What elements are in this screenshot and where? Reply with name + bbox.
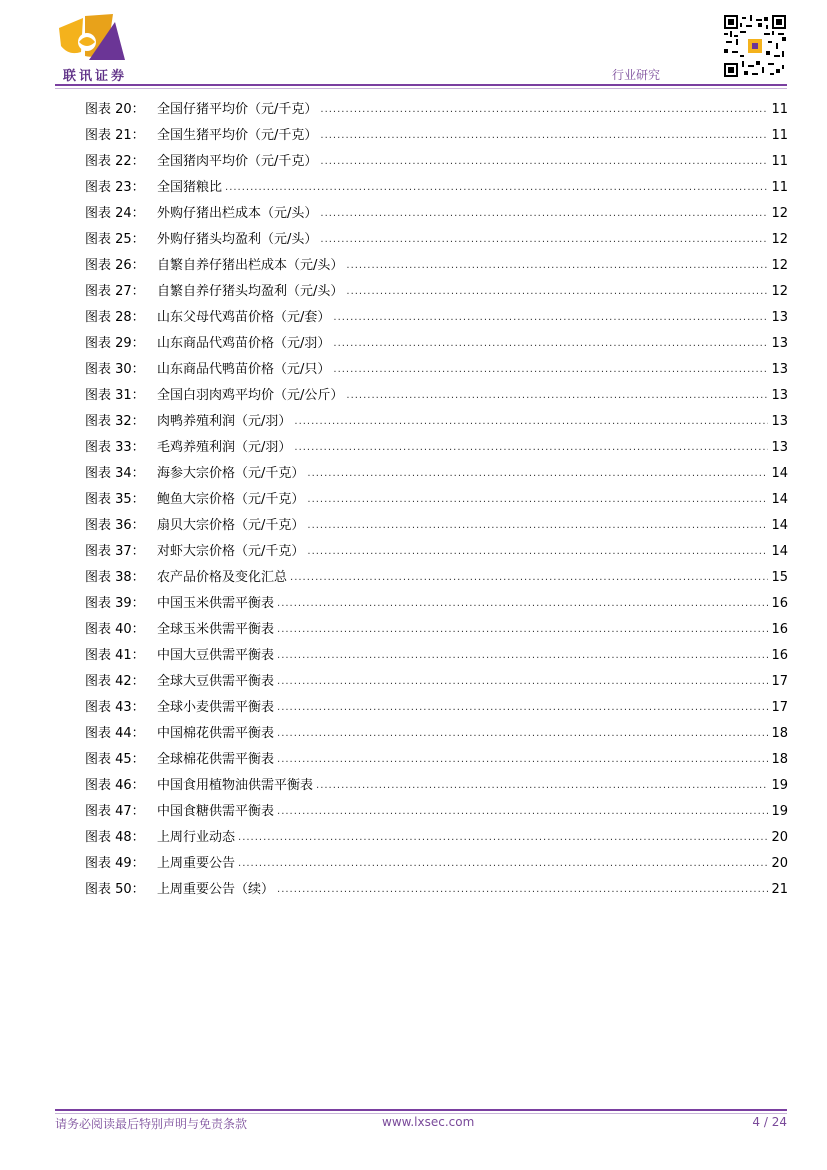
toc-entry-number: 图表 47： [85, 804, 145, 819]
toc-entry-title: 全国猪粮比 [157, 180, 223, 195]
dot-leader [277, 799, 768, 825]
dot-leader [333, 305, 768, 331]
toc-entry-number: 图表 26： [85, 258, 145, 273]
toc-entry-page: 18 [771, 726, 788, 741]
toc-entry[interactable] [85, 825, 788, 851]
toc-entry-page: 21 [771, 882, 788, 897]
toc-entry-page: 12 [771, 258, 788, 273]
toc-entry-number: 图表 48： [85, 830, 145, 845]
toc-entry-number: 图表 43： [85, 700, 145, 715]
toc-entry[interactable] [85, 175, 788, 201]
toc-entry-number: 图表 39： [85, 596, 145, 611]
toc-entry[interactable] [85, 799, 788, 825]
toc-entry-title: 中国食用植物油供需平衡表 [157, 778, 314, 793]
dot-leader [238, 825, 768, 851]
toc-entry[interactable] [85, 305, 788, 331]
toc-entry[interactable] [85, 201, 788, 227]
toc-entry-title: 对虾大宗价格（元/千克） [157, 544, 305, 559]
toc-entry-number: 图表 27： [85, 284, 145, 299]
toc-entry[interactable] [85, 669, 788, 695]
toc-entry-page: 17 [771, 674, 788, 689]
toc-entry-title: 农产品价格及变化汇总 [157, 570, 288, 585]
toc-entry[interactable] [85, 643, 788, 669]
toc-entry-title: 全球棉花供需平衡表 [157, 752, 275, 767]
toc-entry-page: 17 [771, 700, 788, 715]
dot-leader [290, 565, 768, 591]
toc-entry[interactable] [85, 253, 788, 279]
toc-entry-title: 上周重要公告 [157, 856, 236, 871]
toc-entry-number: 图表 40： [85, 622, 145, 637]
toc-entry-title: 自繁自养仔猪出栏成本（元/头） [157, 258, 344, 273]
toc-entry-title: 外购仔猪出栏成本（元/头） [157, 206, 318, 221]
dot-leader [316, 773, 768, 799]
dot-leader [333, 357, 768, 383]
toc-entry[interactable] [85, 539, 788, 565]
toc-entry-number: 图表 31： [85, 388, 145, 403]
toc-entry-page: 19 [771, 778, 788, 793]
toc-entry-number: 图表 22： [85, 154, 145, 169]
toc-entry-page: 13 [771, 336, 788, 351]
toc-entry-title: 全球小麦供需平衡表 [157, 700, 275, 715]
toc-entry[interactable] [85, 617, 788, 643]
toc-entry-title: 全球玉米供需平衡表 [157, 622, 275, 637]
dot-leader [320, 201, 768, 227]
toc-entry-title: 山东父母代鸡苗价格（元/套） [157, 310, 331, 325]
toc-entry-number: 图表 42： [85, 674, 145, 689]
toc-entry-page: 13 [771, 388, 788, 403]
dot-leader [294, 409, 768, 435]
dot-leader [277, 643, 768, 669]
toc-entry-number: 图表 37： [85, 544, 145, 559]
toc-entry-page: 13 [771, 310, 788, 325]
toc-entry-page: 12 [771, 232, 788, 247]
toc-entry-title: 中国棉花供需平衡表 [157, 726, 275, 741]
toc-entry-title: 全国生猪平均价（元/千克） [157, 128, 318, 143]
toc-entry[interactable] [85, 513, 788, 539]
toc-entry[interactable] [85, 409, 788, 435]
header-divider [55, 84, 787, 86]
toc-entry-number: 图表 38： [85, 570, 145, 585]
dot-leader [277, 591, 768, 617]
toc-entry-number: 图表 29： [85, 336, 145, 351]
toc-entry[interactable] [85, 461, 788, 487]
dot-leader [307, 539, 768, 565]
toc-entry-number: 图表 24： [85, 206, 145, 221]
toc-entry-number: 图表 44： [85, 726, 145, 741]
toc-entry-page: 16 [771, 622, 788, 637]
toc-entry-number: 图表 30： [85, 362, 145, 377]
toc-entry-number: 图表 20： [85, 102, 145, 117]
toc-entry-title: 全球大豆供需平衡表 [157, 674, 275, 689]
toc-entry-page: 13 [771, 414, 788, 429]
toc-entry[interactable] [85, 435, 788, 461]
toc-entry[interactable] [85, 383, 788, 409]
dot-leader [346, 279, 768, 305]
toc-entry-number: 图表 25： [85, 232, 145, 247]
toc-entry-number: 图表 50： [85, 882, 145, 897]
dot-leader [238, 851, 768, 877]
toc-entry-page: 18 [771, 752, 788, 767]
toc-entry-page: 16 [771, 648, 788, 663]
toc-entry-title: 毛鸡养殖利润（元/羽） [157, 440, 292, 455]
dot-leader [333, 331, 768, 357]
toc-entry-number: 图表 33： [85, 440, 145, 455]
toc-entry-page: 11 [771, 180, 788, 195]
toc-entry-title: 中国大豆供需平衡表 [157, 648, 275, 663]
toc-entry[interactable] [85, 487, 788, 513]
toc-entry[interactable] [85, 123, 788, 149]
toc-entry-number: 图表 23： [85, 180, 145, 195]
toc-entry-title: 海参大宗价格（元/千克） [157, 466, 305, 481]
toc-entry-title: 山东商品代鸡苗价格（元/羽） [157, 336, 331, 351]
toc-entry-page: 19 [771, 804, 788, 819]
toc-entry-page: 14 [771, 544, 788, 559]
dot-leader [277, 721, 768, 747]
toc-entry-number: 图表 41： [85, 648, 145, 663]
footer-divider-thin [55, 1113, 787, 1114]
toc-entry-number: 图表 46： [85, 778, 145, 793]
toc-entry-title: 全国仔猪平均价（元/千克） [157, 102, 318, 117]
toc-entry-page: 11 [771, 102, 788, 117]
dot-leader [277, 617, 768, 643]
dot-leader [277, 747, 768, 773]
toc-entry-number: 图表 21： [85, 128, 145, 143]
toc-entry[interactable] [85, 877, 788, 903]
dot-leader [294, 435, 768, 461]
toc-entry-page: 16 [771, 596, 788, 611]
toc-entry-number: 图表 49： [85, 856, 145, 871]
toc-entry[interactable] [85, 565, 788, 591]
toc-entry-title: 上周行业动态 [157, 830, 236, 845]
toc-entry-title: 肉鸭养殖利润（元/羽） [157, 414, 292, 429]
dot-leader [307, 487, 768, 513]
toc-entry-page: 14 [771, 518, 788, 533]
toc-entry-number: 图表 35： [85, 492, 145, 507]
qr-code-icon [724, 15, 786, 77]
dot-leader [277, 669, 768, 695]
toc-entry[interactable] [85, 279, 788, 305]
page-number: 4 / 24 [752, 1115, 787, 1129]
toc-entry-page: 20 [771, 856, 788, 871]
toc-entry-title: 上周重要公告（续） [157, 882, 275, 897]
toc-entry-title: 外购仔猪头均盈利（元/头） [157, 232, 318, 247]
toc-entry-number: 图表 28： [85, 310, 145, 325]
disclaimer-link[interactable]: 请务必阅读最后特别声明与免责条款 [55, 1117, 248, 1131]
dot-leader [346, 383, 768, 409]
website-link[interactable]: www.lxsec.com [382, 1115, 475, 1129]
toc-entry[interactable] [85, 331, 788, 357]
toc-entry-number: 图表 34： [85, 466, 145, 481]
toc-entry-title: 扇贝大宗价格（元/千克） [157, 518, 305, 533]
dot-leader [307, 461, 768, 487]
toc-entry[interactable] [85, 747, 788, 773]
toc-entry-page: 15 [771, 570, 788, 585]
toc-entry-title: 全国白羽肉鸡平均价（元/公斤） [157, 388, 344, 403]
logo-text: 联讯证券 [62, 69, 127, 84]
toc-entry-page: 13 [771, 440, 788, 455]
toc-entry-number: 图表 45： [85, 752, 145, 767]
table-of-figures [85, 97, 788, 903]
toc-entry-page: 14 [771, 466, 788, 481]
toc-entry-page: 11 [771, 154, 788, 169]
toc-entry-page: 11 [771, 128, 788, 143]
toc-entry-page: 14 [771, 492, 788, 507]
toc-entry[interactable] [85, 357, 788, 383]
toc-entry-title: 全国猪肉平均价（元/千克） [157, 154, 318, 169]
dot-leader [225, 175, 768, 201]
toc-entry[interactable] [85, 695, 788, 721]
toc-entry-page: 20 [771, 830, 788, 845]
toc-entry-page: 12 [771, 206, 788, 221]
toc-entry-title: 鲍鱼大宗价格（元/千克） [157, 492, 305, 507]
toc-entry[interactable] [85, 851, 788, 877]
toc-entry-number: 图表 36： [85, 518, 145, 533]
toc-entry-title: 中国食糖供需平衡表 [157, 804, 275, 819]
toc-entry[interactable] [85, 721, 788, 747]
toc-entry[interactable] [85, 773, 788, 799]
toc-entry-page: 13 [771, 362, 788, 377]
dot-leader [307, 513, 768, 539]
dot-leader [320, 149, 768, 175]
toc-entry-page: 12 [771, 284, 788, 299]
toc-entry-title: 自繁自养仔猪头均盈利（元/头） [157, 284, 344, 299]
toc-entry[interactable] [85, 97, 788, 123]
toc-entry-title: 山东商品代鸭苗价格（元/只） [157, 362, 331, 377]
section-label: 行业研究 [612, 68, 661, 82]
dot-leader [320, 123, 768, 149]
dot-leader [277, 695, 768, 721]
toc-entry[interactable] [85, 149, 788, 175]
dot-leader [320, 97, 768, 123]
toc-entry-title: 中国玉米供需平衡表 [157, 596, 275, 611]
dot-leader [320, 227, 768, 253]
dot-leader [277, 877, 768, 903]
toc-entry-number: 图表 32： [85, 414, 145, 429]
footer-divider [55, 1109, 787, 1111]
dot-leader [346, 253, 768, 279]
toc-entry[interactable] [85, 591, 788, 617]
toc-entry[interactable] [85, 227, 788, 253]
header-divider-thin [55, 88, 787, 89]
